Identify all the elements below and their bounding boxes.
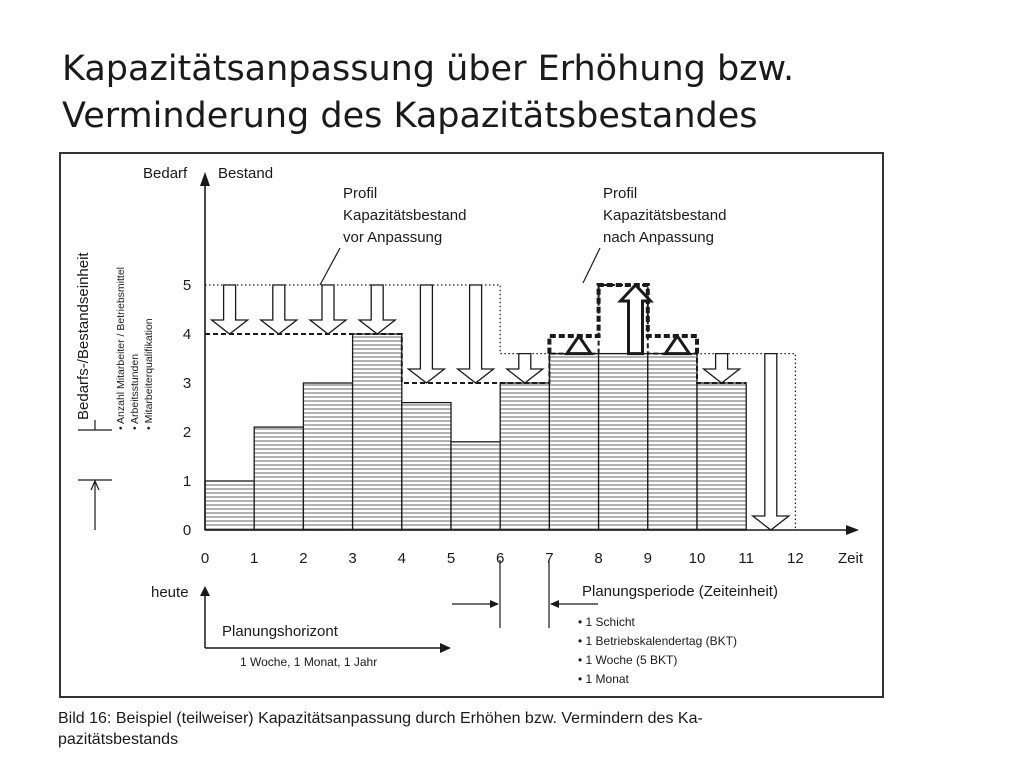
reduction-arrow-0 xyxy=(212,285,248,334)
annotation-before-pointer xyxy=(320,248,340,285)
x-tick-label-11: 11 xyxy=(738,550,754,567)
bar-period-8 xyxy=(599,354,648,530)
y-tick-label-1: 1 xyxy=(182,473,192,490)
period-bullet-2: • 1 Betriebskalendertag (BKT) xyxy=(578,634,737,648)
increase-arrow-0 xyxy=(567,336,591,354)
bar-period-6 xyxy=(500,383,549,530)
y-tick-label-2: 2 xyxy=(182,424,192,441)
heute-label: heute xyxy=(151,584,189,601)
y-tick-label-5: 5 xyxy=(182,277,192,294)
period-arrowhead-right xyxy=(550,600,559,608)
x-tick-label-0: 0 xyxy=(200,550,210,567)
x-tick-label-5: 5 xyxy=(446,550,456,567)
reduction-arrow-6 xyxy=(507,354,543,383)
x-tick-label-7: 7 xyxy=(545,550,554,567)
increase-arrow-2 xyxy=(665,336,689,354)
caption-line-1: Bild 16: Beispiel (teilweiser) Kapazitätsanpassung durch Erhöhen bzw. Vermindern des Ka- xyxy=(58,710,703,727)
y-axis-arrowhead xyxy=(200,172,210,186)
reduction-arrow-2 xyxy=(310,285,346,334)
x-tick-label-2: 2 xyxy=(299,550,308,567)
vertical-bullet-1: • Anzahl Mitarbeiter / Betriebsmittel xyxy=(115,267,127,430)
bar-period-10 xyxy=(697,383,746,530)
x-tick-label-10: 10 xyxy=(688,550,706,567)
period-arrowhead-left xyxy=(490,600,499,608)
reduction-arrow-5 xyxy=(458,285,494,383)
x-axis-label: Zeit xyxy=(838,550,864,567)
annotation-before-line-1: Profil xyxy=(343,185,378,202)
y-tick-label-3: 3 xyxy=(182,375,192,392)
bar-period-4 xyxy=(402,403,451,530)
reduction-arrow-8 xyxy=(753,354,789,530)
bar-period-7 xyxy=(549,354,598,530)
chart-plot-area xyxy=(183,172,864,567)
period-label: Planungsperiode (Zeiteinheit) xyxy=(582,583,778,600)
x-tick-label-6: 6 xyxy=(496,550,505,567)
annotation-before xyxy=(343,185,466,246)
y-tick-label-0: 0 xyxy=(182,522,192,539)
annotation-before-line-3: vor Anpassung xyxy=(343,229,443,246)
period-bullet-1: • 1 Schicht xyxy=(578,615,635,629)
x-tick-label-12: 12 xyxy=(787,550,804,567)
x-tick-label-8: 8 xyxy=(594,550,603,567)
annotation-after-line-3: nach Anpassung xyxy=(603,229,714,246)
slide-title-line-1: Kapazitätsanpassung über Erhöhung bzw. xyxy=(62,49,795,89)
annotation-after-line-1: Profil xyxy=(603,185,638,202)
x-tick-label-1: 1 xyxy=(250,550,259,567)
figure-caption xyxy=(58,708,898,750)
bar-period-9 xyxy=(648,354,697,530)
y-tick-label-4: 4 xyxy=(182,326,192,343)
axis-header-bedarf: Bedarf xyxy=(143,165,188,182)
vertical-bullet-3: • Mitarbeiterqualifikation xyxy=(143,318,155,430)
x-tick-label-4: 4 xyxy=(397,550,406,567)
x-tick-label-9: 9 xyxy=(643,550,652,567)
annotation-after xyxy=(603,185,726,246)
bar-period-2 xyxy=(303,383,352,530)
bar-period-0 xyxy=(205,481,254,530)
vertical-bullet-2: • Arbeitsstunden xyxy=(129,353,141,430)
annotation-after-line-2: Kapazitätsbestand xyxy=(603,207,727,224)
reduction-arrow-4 xyxy=(408,285,444,383)
x-tick-label-3: 3 xyxy=(348,550,357,567)
reduction-arrow-3 xyxy=(359,285,395,334)
annotation-before-line-2: Kapazitätsbestand xyxy=(343,207,467,224)
axis-header-bestand: Bestand xyxy=(218,165,274,182)
horizon-examples: 1 Woche, 1 Monat, 1 Jahr xyxy=(240,655,378,669)
vertical-axis-label: Bedarfs-/Bestandseinheit xyxy=(75,252,92,420)
bar-period-1 xyxy=(254,427,303,530)
caption-line-2: pazitätsbestands xyxy=(58,731,179,748)
horizon-arrowhead xyxy=(440,643,451,653)
reduction-arrow-1 xyxy=(261,285,297,334)
bar-period-5 xyxy=(451,442,500,530)
period-bullet-4: • 1 Monat xyxy=(578,672,629,686)
period-bullet-3: • 1 Woche (5 BKT) xyxy=(578,653,678,667)
horizon-label: Planungshorizont xyxy=(222,623,338,640)
x-axis-arrowhead xyxy=(846,525,859,535)
heute-arrowhead xyxy=(200,586,210,596)
annotation-after-pointer xyxy=(583,248,600,283)
reduction-arrow-7 xyxy=(704,354,740,383)
bar-period-3 xyxy=(353,334,402,530)
slide-title-line-2: Verminderung des Kapazitätsbestandes xyxy=(62,96,758,136)
